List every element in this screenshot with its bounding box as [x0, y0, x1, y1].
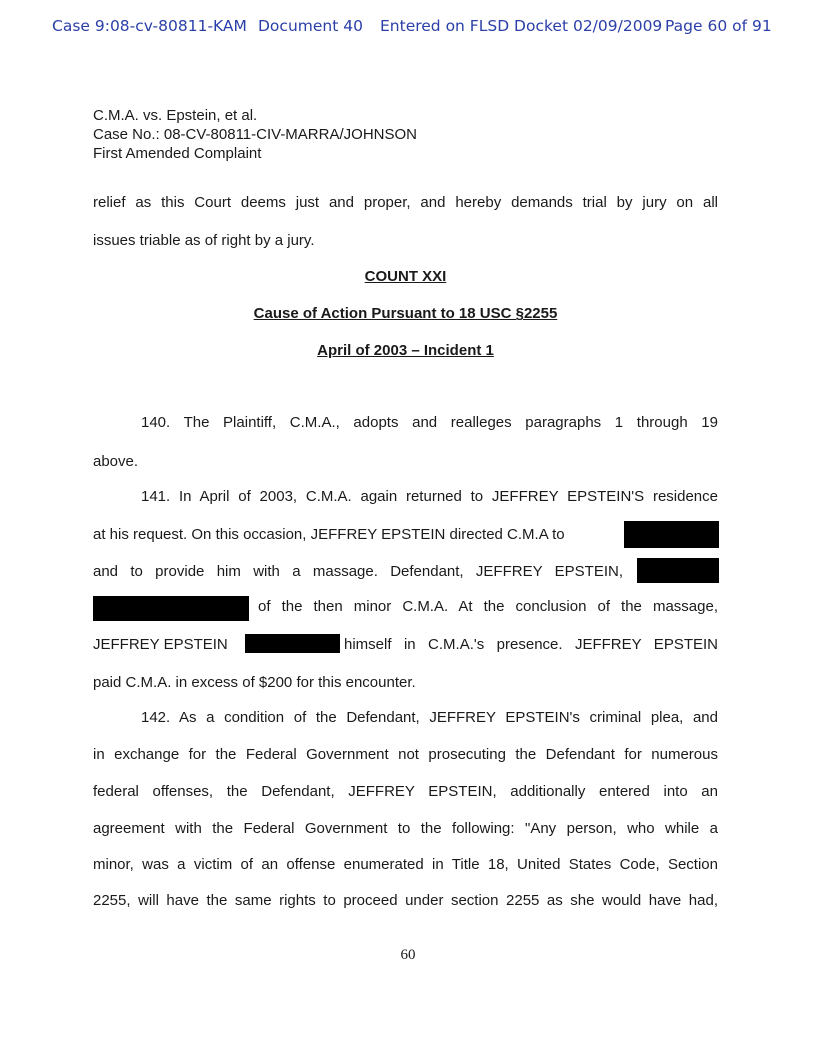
paragraph-142-line: minor, was a victim of an offense enumerated in Title 18, United States Code, Section	[93, 856, 718, 873]
paragraph-141-line: of the then minor C.M.A. At the conclusion of the massage,	[258, 598, 718, 615]
redaction-block	[245, 634, 340, 653]
paragraph-142-line: federal offenses, the Defendant, JEFFREY EPSTEIN, additionally entered into an	[93, 783, 718, 800]
paragraph-141-line: JEFFREY EPSTEIN	[93, 636, 228, 653]
page-number: 60	[400, 947, 416, 963]
caption-case-number: Case No.: 08-CV-80811-CIV-MARRA/JOHNSON	[93, 126, 417, 143]
docket-entered: Entered on FLSD Docket 02/09/2009	[380, 17, 663, 35]
paragraph-141-line: 141. In April of 2003, C.M.A. again returned to JEFFREY EPSTEIN'S residence	[141, 488, 718, 505]
case-caption	[93, 106, 417, 163]
paragraph-142-line: 142. As a condition of the Defendant, JEFFREY EPSTEIN's criminal plea, and	[141, 709, 718, 726]
paragraph-142-line: in exchange for the Federal Government not prosecuting the Defendant for numerous	[93, 746, 718, 763]
paragraph-141-line: paid C.M.A. in excess of $200 for this encounter.	[93, 674, 416, 691]
body-line: relief as this Court deems just and proper, and hereby demands trial by jury on all	[93, 194, 718, 211]
docket-document-number: Document 40	[258, 17, 363, 35]
caption-parties: C.M.A. vs. Epstein, et al.	[93, 107, 258, 124]
incident-heading: April of 2003 – Incident 1	[317, 342, 494, 359]
body-line: issues triable as of right by a jury.	[93, 232, 315, 249]
paragraph-142-line: agreement with the Federal Government to the following: "Any person, who while a	[93, 820, 718, 837]
paragraph-140-line: 140. The Plaintiff, C.M.A., adopts and realleges paragraphs 1 through 19	[141, 414, 718, 431]
paragraph-141-line: himself in C.M.A.'s presence. JEFFREY EPSTEIN	[344, 636, 718, 653]
paragraph-141-line	[93, 526, 565, 543]
cause-heading: Cause of Action Pursuant to 18 USC §2255	[253, 305, 558, 322]
paragraph-142-line: 2255, will have the same rights to proceed under section 2255 as she would have had,	[93, 892, 718, 909]
docket-case-number: Case 9:08-cv-80811-KAM	[52, 17, 247, 35]
paragraph-140-line: above.	[93, 453, 139, 470]
paragraph-141-line: and to provide him with a massage. Defendant, JEFFREY EPSTEIN,	[93, 563, 623, 580]
redaction-block	[93, 596, 249, 621]
redaction-block	[624, 521, 719, 548]
redaction-block	[637, 558, 719, 583]
caption-document-title: First Amended Complaint	[93, 145, 262, 162]
count-heading: COUNT XXI	[364, 268, 447, 285]
paragraph-141-text: at his request. On this occasion, JEFFREY EPSTEIN directed C.M.A to	[93, 526, 565, 543]
docket-page: Page 60 of 91	[665, 17, 772, 35]
